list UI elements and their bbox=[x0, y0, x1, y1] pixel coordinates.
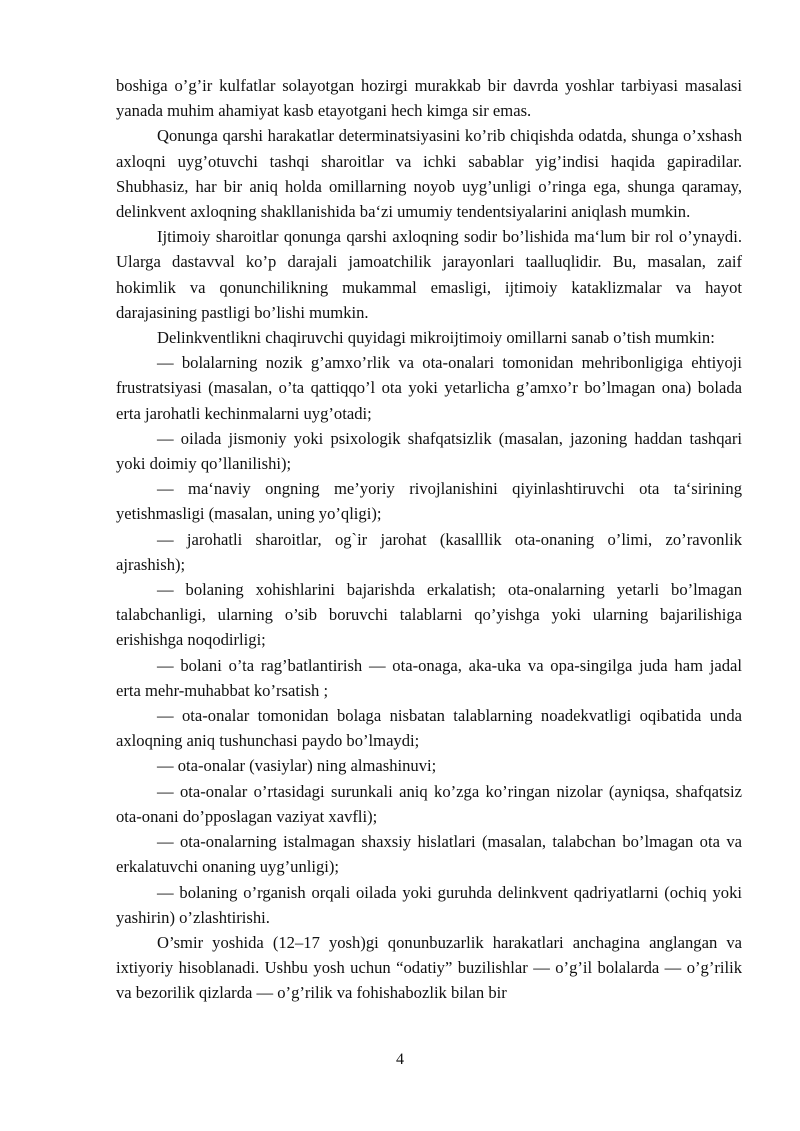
paragraph: Ijtimoiy sharoitlar qonunga qarshi axloqning sodir bo’lishida ma‘lum bir rol o’ynaydi. Ularga dastavval ko’p darajali jamoatchilik jarayonlari taalluqlidir. Bu, masalan, zaif hokimlik va qonunchilikning mukammal emasligi, ijtimoiy kataklizmalar va hayot darajasining pastligi bo’lishi mumkin. bbox=[116, 227, 742, 322]
page-number: 4 bbox=[396, 1051, 404, 1068]
list-item: — ota-onalarning istalmagan shaxsiy hislatlari (masalan, talabchan bo’lmagan ota va erkalatuvchi onaning uyg’unligi); bbox=[116, 832, 742, 877]
list-item: — ma‘naviy ongning me’yoriy rivojlanishini qiyinlashtiruvchi ota ta‘sirining yetishmasligi (masalan, uning yo’qligi); bbox=[116, 479, 742, 524]
paragraph: Qonunga qarshi harakatlar determinatsiyasini ko’rib chiqishda odatda, shunga o’xshash axloqni uyg’otuvchi tashqi sharoitlar va ichki sabablar yig’indisi haqida gapiradilar. Shubhasiz, har bir aniq holda omillarning noyob uyg’unligi o’ringa ega, shunga qaramay, delinkvent axloqning shakllanishida ba‘zi umumiy tendentsiyalarini aniqlash mumkin. bbox=[116, 126, 742, 222]
body-text bbox=[116, 73, 742, 1006]
list-item: — ota-onalar o’rtasidagi surunkali aniq ko’zga ko’ringan nizolar (ayniqsa, shafqatsiz ota-onani do’pposlagan vaziyat xavfli); bbox=[116, 781, 742, 826]
list-item: — bolani o’ta rag’batlantirish — ota-onaga, aka-uka va opa-singilga juda ham jadal erta mehr-muhabbat ko’rsatish ; bbox=[116, 655, 742, 700]
paragraph: boshiga o’g’ir kulfatlar solayotgan hozirgi murakkab bir davrda yoshlar tarbiyasi masalasi yanada muhim ahamiyat kasb etayotgani hech kimga sir emas. bbox=[116, 76, 742, 121]
list-item: — ota-onalar (vasiylar) ning almashinuvi; bbox=[157, 756, 437, 776]
list-item: — bolaning xohishlarini bajarishda erkalatish; ota-onalarning yetarli bo’lmagan talabchanligi, ularning o’sib boruvchi talablarni qo’yishga yoki ularning bajarilishiga erishishga noqodirligi; bbox=[116, 580, 742, 650]
paragraph: Delinkventlikni chaqiruvchi quyidagi mikroijtimoiy omillarni sanab o’tish mumkin: bbox=[157, 328, 715, 348]
list-item: — ota-onalar tomonidan bolaga nisbatan talablarning noadekvatligi oqibatida unda axloqning aniq tushunchasi paydo bo’lmaydi; bbox=[116, 706, 742, 751]
list-item: — bolalarning nozik g’amxo’rlik va ota-onalari tomonidan mehribonligiga ehtiyoji frustratsiyasi (masalan, o’ta qattiqqo’l ota yoki yetarlicha g’amxo’r bo’lmagan ona) bolada erta jarohatli kechinmalarni uyg’otadi; bbox=[116, 353, 742, 423]
paragraph: O’smir yoshida (12–17 yosh)gi qonunbuzarlik harakatlari anchagina anglangan va ixtiyoriy hisoblanadi. Ushbu yosh uchun “odatiy” buzilishlar — o’g’il bolalarda — o’g’rilik va bezorilik qizlarda — o’g’rilik va fohishabozlik bilan bir bbox=[116, 932, 742, 1003]
list-item: — bolaning o’rganish orqali oilada yoki guruhda delinkvent qadriyatlarni (ochiq yoki yashirin) o’zlashtirishi. bbox=[116, 882, 742, 927]
list-item: — jarohatli sharoitlar, og`ir jarohat (kasalllik ota-onaning o’limi, zo’ravonlik ajrashish); bbox=[116, 529, 742, 574]
list-item: — oilada jismoniy yoki psixologik shafqatsizlik (masalan, jazoning haddan tashqari yoki doimiy qo’llanilishi); bbox=[116, 428, 742, 474]
